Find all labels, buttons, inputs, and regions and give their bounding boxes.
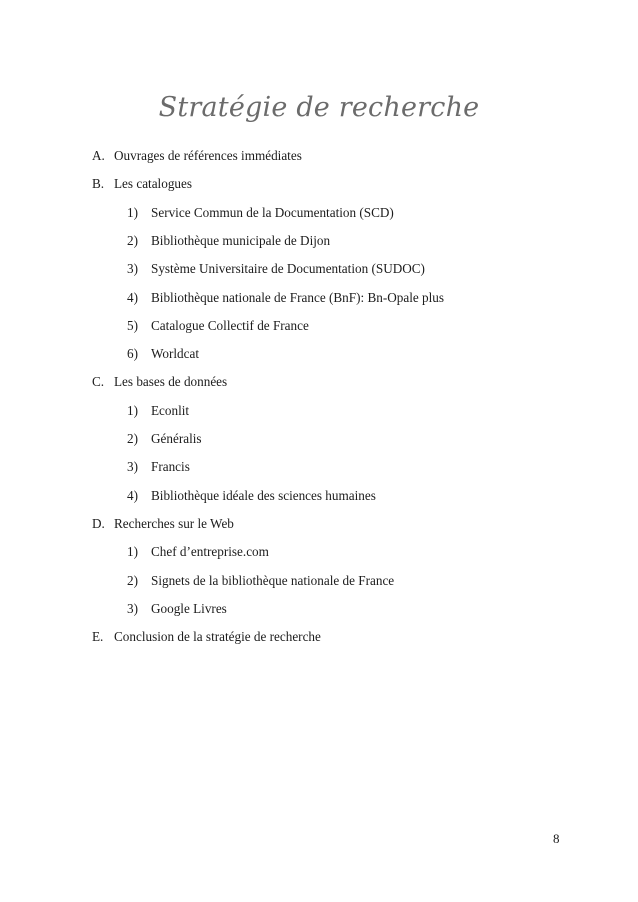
outline-subitem [127, 601, 227, 617]
subitem-marker: 3) [127, 600, 138, 616]
outline-subitem [127, 431, 202, 447]
outline-subitem [127, 488, 376, 504]
section-text: Ouvrages de références immédiates [114, 148, 302, 163]
outline-subitem [127, 318, 309, 334]
subitem-text: Econlit [151, 402, 190, 418]
section-marker: A. [92, 148, 105, 163]
subitem-text: Bibliothèque municipale de Dijon [151, 232, 331, 248]
subitem-text: Google Livres [151, 600, 227, 616]
page-title: Stratégie de recherche [158, 92, 480, 123]
outline-section [92, 176, 192, 192]
outline-subitem [127, 290, 444, 306]
section-text: Conclusion de la stratégie de recherche [114, 629, 321, 645]
section-marker: B. [92, 176, 105, 192]
subitem-marker: 2) [127, 572, 138, 588]
section-text: Les bases de données [114, 374, 228, 390]
outline-subitem [127, 459, 190, 475]
section-text: Recherches sur le Web [114, 515, 234, 531]
outline-subitem [127, 261, 425, 277]
section-marker: D. [92, 515, 105, 531]
subitem-text: Signets de la bibliothèque nationale de France [151, 572, 395, 588]
subitem-marker: 4) [127, 487, 138, 503]
section-text: Les catalogues [114, 176, 192, 192]
subitem-text: Catalogue Collectif de France [151, 317, 309, 333]
subitem-marker: 6) [127, 346, 138, 362]
subitem-marker: 1) [127, 402, 138, 418]
subitem-text: Bibliothèque idéale des sciences humaines [151, 487, 376, 503]
outline-subitem [127, 233, 330, 249]
page-number: 8 [553, 831, 560, 846]
outline-subitem [127, 573, 394, 589]
subitem-text: Francis [151, 459, 190, 475]
subitem-marker: 1) [127, 204, 138, 220]
outline-section [92, 148, 302, 164]
subitem-marker: 2) [127, 431, 138, 446]
subitem-text: Généralis [151, 431, 202, 446]
outline-section [92, 629, 321, 645]
subitem-text: Système Universitaire de Documentation (SUDOC) [151, 261, 425, 277]
section-marker: C. [92, 374, 105, 390]
subitem-marker: 3) [127, 459, 138, 475]
subitem-marker: 5) [127, 317, 138, 333]
subitem-marker: 2) [127, 232, 138, 248]
outline-section [92, 516, 234, 532]
subitem-marker: 1) [127, 544, 138, 560]
outline-subitem [127, 346, 199, 362]
outline-subitem [127, 403, 189, 419]
outline-subitem [127, 544, 269, 560]
subitem-text: Worldcat [151, 346, 200, 362]
subitem-text: Service Commun de la Documentation (SCD) [151, 204, 394, 220]
outline-subitem [127, 205, 394, 221]
subitem-text: Chef d’entreprise.com [151, 544, 269, 560]
subitem-marker: 4) [127, 289, 138, 305]
outline-section [92, 374, 227, 390]
subitem-text: Bibliothèque nationale de France (BnF): Bn-Opale plus [151, 289, 444, 305]
section-marker: E. [92, 629, 104, 645]
subitem-marker: 3) [127, 261, 138, 277]
